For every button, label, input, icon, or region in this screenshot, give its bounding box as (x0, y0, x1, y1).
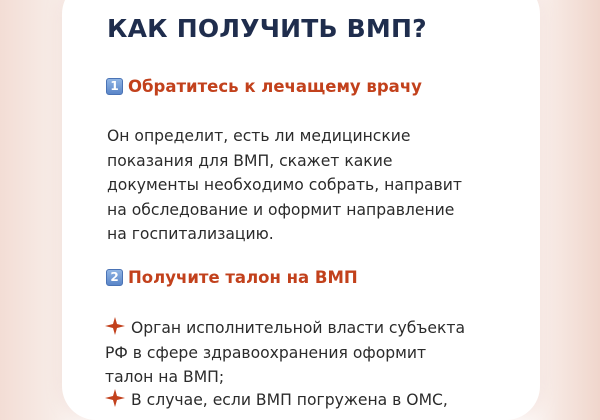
bullet-line: Орган исполнительной власти субъекта (131, 319, 466, 337)
keycap-one-icon: 1 (106, 78, 123, 95)
step-1-heading (106, 77, 422, 96)
step-2-bullet (105, 316, 535, 390)
step-1-line: на обследование и оформит направление (107, 200, 455, 219)
step-2-heading (106, 268, 358, 287)
sparkle-bullet-icon (105, 389, 125, 407)
step-1-description (107, 124, 527, 247)
page-title: КАК ПОЛУЧИТЬ ВМП? (107, 14, 427, 43)
step-2-bullet (105, 388, 535, 413)
bullet-line: РФ в сфере здравоохранения оформит (105, 343, 427, 362)
bullet-line: В случае, если ВМП погружена в ОМС, (131, 391, 448, 409)
step-1-title: Обратитесь к лечащему врачу (128, 77, 422, 96)
step-1-line: Он определит, есть ли медицинские (107, 127, 411, 145)
sparkle-bullet-icon (105, 317, 125, 335)
step-2-title: Получите талон на ВМП (128, 268, 358, 287)
bullet-line: талон на ВМП; (105, 368, 225, 386)
step-1-line: показания для ВМП, скажет какие (107, 151, 393, 170)
keycap-two-icon: 2 (106, 269, 123, 286)
step-1-line: на госпитализацию. (107, 225, 274, 243)
step-1-line: документы необходимо собрать, направит (107, 176, 462, 194)
